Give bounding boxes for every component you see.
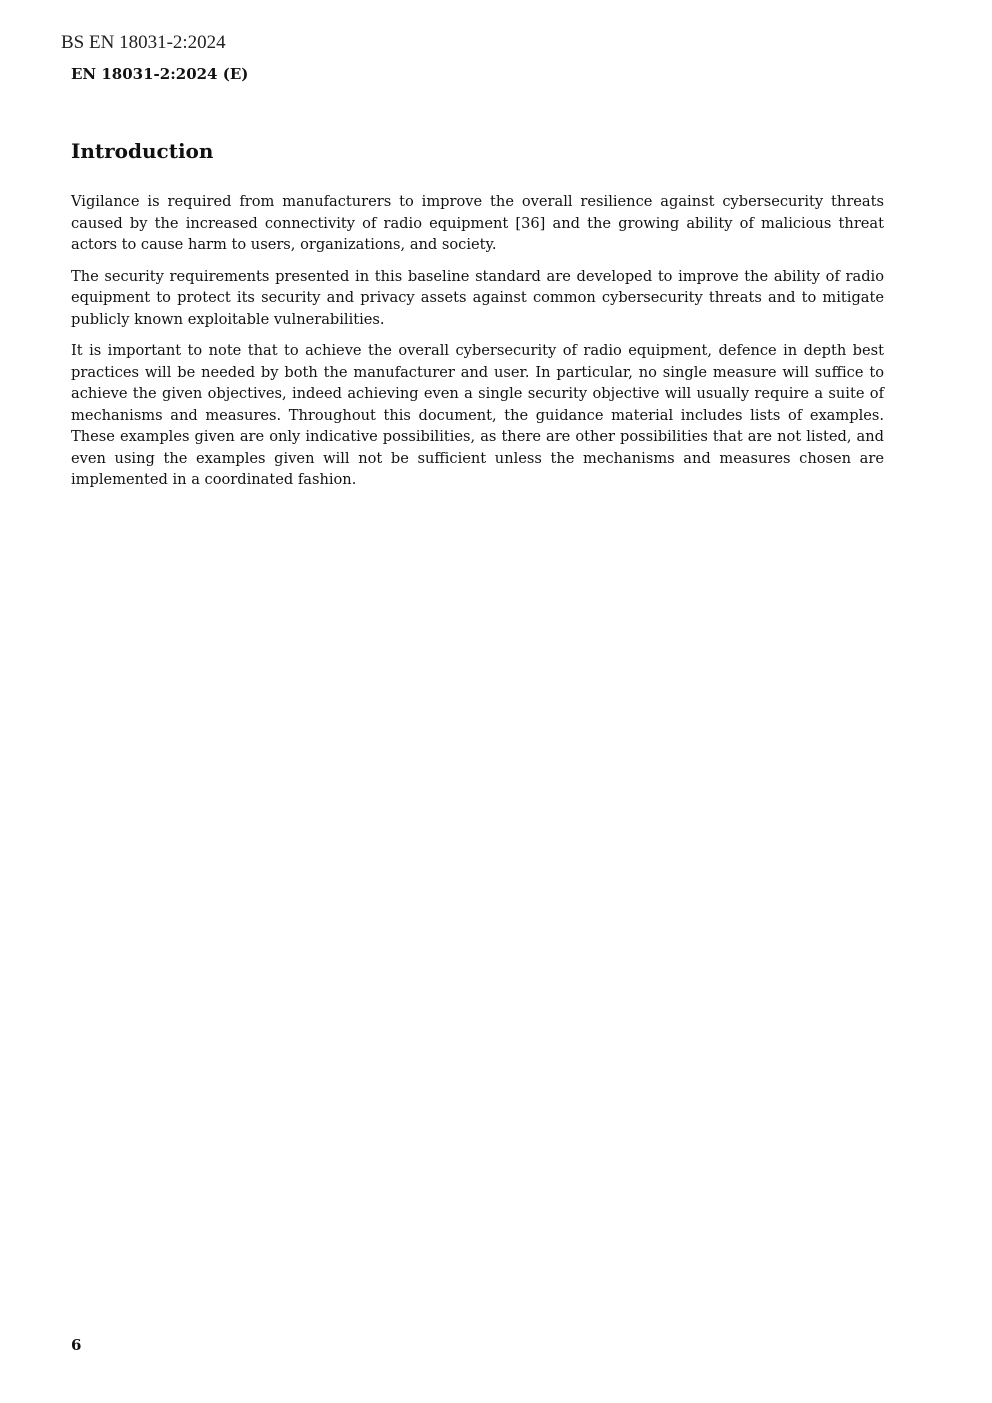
en-standard-reference: EN 18031-2:2024 (E) [71, 65, 249, 83]
paragraph-2: The security requirements presented in this baseline standard are developed to improve the ability of radio equipment to protect its security and privacy assets against common cybersecurity threats and to mitigate publicly known exploitable vulnerabilities. [71, 267, 884, 328]
bs-standard-reference: BS EN 18031-2:2024 [61, 32, 226, 53]
section-title: Introduction [71, 139, 214, 163]
page-number: 6 [71, 1336, 82, 1354]
introduction-body [71, 191, 884, 501]
paragraph-3: It is important to note that to achieve the overall cybersecurity of radio equipment, defence in depth best practices will be needed by both the manufacturer and user. In particular, no single measure will suffice to achieve the given objectives, indeed achieving even a single security objective will usually require a suite of mechanisms and measures. Throughout this document, the guidance material includes lists of examples. These examples given are only indicative possibilities, as there are other possibilities that are not listed, and even using the examples given will not be sufficient unless the mechanisms and measures chosen are implemented in a coordinated fashion. [71, 342, 884, 488]
paragraph-1: Vigilance is required from manufacturers to improve the overall resilience against cybersecurity threats caused by the increased connectivity of radio equipment [36] and the growing ability of malicious threat actors to cause harm to users, organizations, and society. [71, 193, 884, 253]
